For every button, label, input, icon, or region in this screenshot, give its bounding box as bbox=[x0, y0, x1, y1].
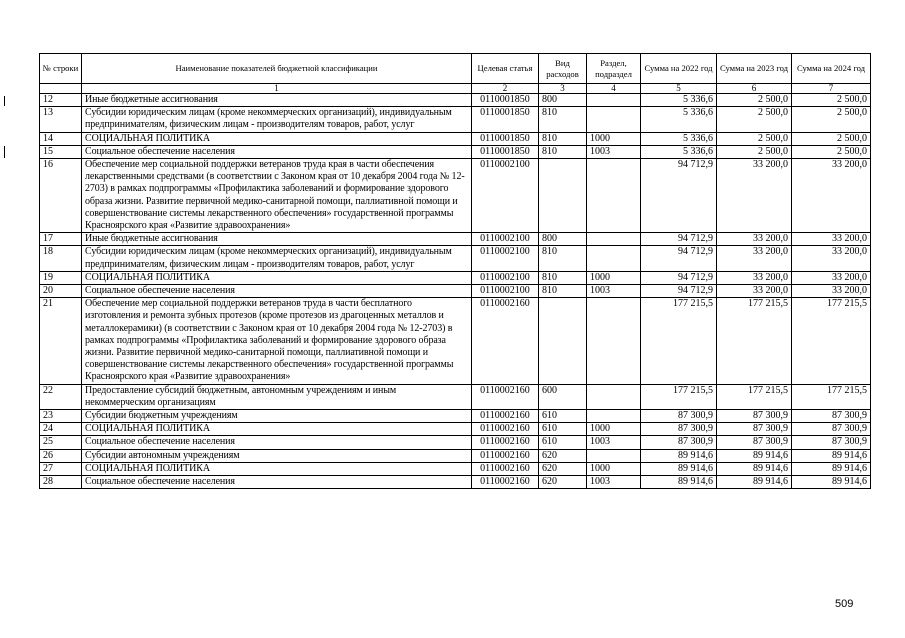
row-sum-2023: 89 914,6 bbox=[717, 449, 792, 462]
row-sum-2023: 177 215,5 bbox=[717, 298, 792, 384]
row-expense-type: 600 bbox=[539, 384, 587, 409]
row-number: 21 bbox=[40, 298, 82, 384]
column-numbers-row bbox=[40, 84, 871, 94]
row-number: 19 bbox=[40, 271, 82, 284]
row-sum-2022: 94 712,9 bbox=[641, 285, 717, 298]
row-sum-2024: 33 200,0 bbox=[792, 233, 871, 246]
table-row bbox=[40, 423, 871, 436]
margin-mark bbox=[4, 96, 5, 106]
header-vid: Вид расходов bbox=[539, 54, 587, 84]
row-expense-type: 810 bbox=[539, 132, 587, 145]
header-code: Целевая статья bbox=[472, 54, 539, 84]
row-expense-type: 800 bbox=[539, 94, 587, 107]
row-name: Обеспечение мер социальной поддержки ветеранов труда в части бесплатного изготовления и ремонта зубных протезов (кроме протезов из драгоценных металлов и металлокерамики) (в соответствии с Законом края от 10 декабря 2004 года № 12-2703) в рамках подпрограммы «Профилактика заболеваний и формирование здорового образа жизни. Развитие первичной медико-санитарной помощи, паллиативной помощи и совершенствование системы лекарственного обеспечения» государственной программы Красноярского края «Развитие здравоохранения» bbox=[82, 298, 472, 384]
row-sum-2023: 33 200,0 bbox=[717, 271, 792, 284]
row-sum-2023: 2 500,0 bbox=[717, 132, 792, 145]
row-section bbox=[587, 233, 641, 246]
table-row bbox=[40, 476, 871, 489]
row-sum-2023: 87 300,9 bbox=[717, 410, 792, 423]
table-row bbox=[40, 246, 871, 271]
row-number: 18 bbox=[40, 246, 82, 271]
row-sum-2024: 87 300,9 bbox=[792, 410, 871, 423]
table-row bbox=[40, 271, 871, 284]
row-sum-2023: 33 200,0 bbox=[717, 285, 792, 298]
column-number: 6 bbox=[717, 84, 792, 94]
row-number: 23 bbox=[40, 410, 82, 423]
table-row bbox=[40, 384, 871, 409]
row-section bbox=[587, 449, 641, 462]
row-number: 25 bbox=[40, 436, 82, 449]
header-sum-2022: Сумма на 2022 год bbox=[641, 54, 717, 84]
table-row bbox=[40, 107, 871, 132]
row-sum-2022: 89 914,6 bbox=[641, 462, 717, 475]
row-section: 1003 bbox=[587, 285, 641, 298]
row-sum-2024: 2 500,0 bbox=[792, 107, 871, 132]
row-number: 27 bbox=[40, 462, 82, 475]
row-number: 16 bbox=[40, 159, 82, 233]
row-sum-2023: 89 914,6 bbox=[717, 476, 792, 489]
row-sum-2022: 5 336,6 bbox=[641, 94, 717, 107]
row-name: Предоставление субсидий бюджетным, автономным учреждениям и иным некоммерческим организациям bbox=[82, 384, 472, 409]
header-razd: Раздел, подраздел bbox=[587, 54, 641, 84]
row-number: 12 bbox=[40, 94, 82, 107]
row-name: Иные бюджетные ассигнования bbox=[82, 94, 472, 107]
row-expense-type: 810 bbox=[539, 285, 587, 298]
row-number: 17 bbox=[40, 233, 82, 246]
column-number: 4 bbox=[587, 84, 641, 94]
row-section: 1000 bbox=[587, 423, 641, 436]
row-expense-type: 620 bbox=[539, 476, 587, 489]
row-sum-2024: 2 500,0 bbox=[792, 145, 871, 158]
row-name: СОЦИАЛЬНАЯ ПОЛИТИКА bbox=[82, 423, 472, 436]
row-sum-2024: 89 914,6 bbox=[792, 462, 871, 475]
row-name: Социальное обеспечение населения bbox=[82, 145, 472, 158]
row-sum-2024: 89 914,6 bbox=[792, 476, 871, 489]
row-sum-2022: 94 712,9 bbox=[641, 271, 717, 284]
row-sum-2022: 177 215,5 bbox=[641, 298, 717, 384]
row-section: 1003 bbox=[587, 145, 641, 158]
row-number: 28 bbox=[40, 476, 82, 489]
row-section: 1000 bbox=[587, 462, 641, 475]
row-target-article: 0110002160 bbox=[472, 476, 539, 489]
row-sum-2023: 87 300,9 bbox=[717, 423, 792, 436]
row-expense-type bbox=[539, 159, 587, 233]
row-number: 24 bbox=[40, 423, 82, 436]
table-row bbox=[40, 285, 871, 298]
row-name: Субсидии юридическим лицам (кроме некоммерческих организаций), индивидуальным предпринимателям, физическим лицам - производителям товаров, работ, услуг bbox=[82, 246, 472, 271]
row-expense-type: 800 bbox=[539, 233, 587, 246]
row-sum-2024: 177 215,5 bbox=[792, 384, 871, 409]
row-sum-2024: 33 200,0 bbox=[792, 285, 871, 298]
row-sum-2023: 2 500,0 bbox=[717, 145, 792, 158]
row-sum-2022: 5 336,6 bbox=[641, 107, 717, 132]
row-number: 14 bbox=[40, 132, 82, 145]
row-target-article: 0110001850 bbox=[472, 132, 539, 145]
column-number: 1 bbox=[82, 84, 472, 94]
row-target-article: 0110002100 bbox=[472, 246, 539, 271]
row-target-article: 0110002100 bbox=[472, 159, 539, 233]
row-name: Субсидии автономным учреждениям bbox=[82, 449, 472, 462]
row-sum-2024: 177 215,5 bbox=[792, 298, 871, 384]
margin-mark bbox=[4, 146, 5, 158]
row-name: Социальное обеспечение населения bbox=[82, 476, 472, 489]
column-number: 5 bbox=[641, 84, 717, 94]
column-number bbox=[40, 84, 82, 94]
row-expense-type: 810 bbox=[539, 145, 587, 158]
row-target-article: 0110002100 bbox=[472, 271, 539, 284]
row-section bbox=[587, 94, 641, 107]
table-row bbox=[40, 94, 871, 107]
row-sum-2022: 87 300,9 bbox=[641, 410, 717, 423]
row-sum-2023: 33 200,0 bbox=[717, 159, 792, 233]
row-section bbox=[587, 384, 641, 409]
row-number: 15 bbox=[40, 145, 82, 158]
row-target-article: 0110002100 bbox=[472, 233, 539, 246]
row-sum-2024: 2 500,0 bbox=[792, 94, 871, 107]
row-sum-2024: 33 200,0 bbox=[792, 246, 871, 271]
row-target-article: 0110002160 bbox=[472, 410, 539, 423]
row-sum-2024: 87 300,9 bbox=[792, 423, 871, 436]
row-number: 20 bbox=[40, 285, 82, 298]
row-section: 1000 bbox=[587, 132, 641, 145]
row-sum-2022: 5 336,6 bbox=[641, 145, 717, 158]
row-sum-2024: 87 300,9 bbox=[792, 436, 871, 449]
row-name: Иные бюджетные ассигнования bbox=[82, 233, 472, 246]
row-sum-2022: 94 712,9 bbox=[641, 233, 717, 246]
table-row bbox=[40, 449, 871, 462]
header-row bbox=[40, 54, 871, 84]
row-sum-2022: 89 914,6 bbox=[641, 449, 717, 462]
row-expense-type: 810 bbox=[539, 271, 587, 284]
table-row bbox=[40, 159, 871, 233]
row-section bbox=[587, 298, 641, 384]
row-section bbox=[587, 107, 641, 132]
table-body bbox=[40, 94, 871, 489]
row-section bbox=[587, 410, 641, 423]
row-sum-2024: 2 500,0 bbox=[792, 132, 871, 145]
row-sum-2023: 33 200,0 bbox=[717, 246, 792, 271]
row-target-article: 0110002160 bbox=[472, 423, 539, 436]
row-sum-2022: 87 300,9 bbox=[641, 436, 717, 449]
row-section bbox=[587, 246, 641, 271]
header-sum-2024: Сумма на 2024 год bbox=[792, 54, 871, 84]
row-sum-2022: 94 712,9 bbox=[641, 159, 717, 233]
header-name: Наименование показателей бюджетной классификации bbox=[82, 54, 472, 84]
row-number: 22 bbox=[40, 384, 82, 409]
row-name: Социальное обеспечение населения bbox=[82, 285, 472, 298]
row-expense-type: 610 bbox=[539, 410, 587, 423]
row-sum-2024: 33 200,0 bbox=[792, 159, 871, 233]
row-sum-2023: 89 914,6 bbox=[717, 462, 792, 475]
table-row bbox=[40, 410, 871, 423]
row-sum-2024: 33 200,0 bbox=[792, 271, 871, 284]
row-target-article: 0110001850 bbox=[472, 145, 539, 158]
column-number: 2 bbox=[472, 84, 539, 94]
row-expense-type: 620 bbox=[539, 449, 587, 462]
row-name: Субсидии бюджетным учреждениям bbox=[82, 410, 472, 423]
row-name: Обеспечение мер социальной поддержки ветеранов труда края в части обеспечения лекарственными средствами (в соответствии с Законом края от 10 декабря 2004 года № 12-2703) в рамках подпрограммы «Профилактика заболеваний и формирование здорового образа жизни. Развитие первичной медико-санитарной помощи, паллиативной помощи и совершенствование системы лекарственного обеспечения» государственной программы Красноярского края «Развитие здравоохранения» bbox=[82, 159, 472, 233]
row-sum-2023: 2 500,0 bbox=[717, 107, 792, 132]
row-sum-2023: 87 300,9 bbox=[717, 436, 792, 449]
page-number: 509 bbox=[835, 598, 854, 610]
row-section: 1003 bbox=[587, 476, 641, 489]
row-number: 26 bbox=[40, 449, 82, 462]
row-target-article: 0110002160 bbox=[472, 298, 539, 384]
table-row bbox=[40, 298, 871, 384]
row-sum-2023: 177 215,5 bbox=[717, 384, 792, 409]
row-expense-type: 810 bbox=[539, 107, 587, 132]
row-section: 1000 bbox=[587, 271, 641, 284]
row-expense-type: 610 bbox=[539, 423, 587, 436]
row-sum-2022: 5 336,6 bbox=[641, 132, 717, 145]
row-section bbox=[587, 159, 641, 233]
row-name: Субсидии юридическим лицам (кроме некоммерческих организаций), индивидуальным предпринимателям, физическим лицам - производителям товаров, работ, услуг bbox=[82, 107, 472, 132]
row-sum-2022: 87 300,9 bbox=[641, 423, 717, 436]
column-number: 3 bbox=[539, 84, 587, 94]
table-row bbox=[40, 233, 871, 246]
table-row bbox=[40, 462, 871, 475]
table-row bbox=[40, 132, 871, 145]
row-target-article: 0110002160 bbox=[472, 384, 539, 409]
budget-table bbox=[39, 53, 871, 489]
row-sum-2023: 2 500,0 bbox=[717, 94, 792, 107]
row-target-article: 0110002160 bbox=[472, 436, 539, 449]
row-section: 1003 bbox=[587, 436, 641, 449]
header-sum-2023: Сумма на 2023 год bbox=[717, 54, 792, 84]
row-name: СОЦИАЛЬНАЯ ПОЛИТИКА bbox=[82, 462, 472, 475]
row-target-article: 0110001850 bbox=[472, 94, 539, 107]
row-expense-type: 810 bbox=[539, 246, 587, 271]
row-expense-type: 620 bbox=[539, 462, 587, 475]
table-row bbox=[40, 145, 871, 158]
row-target-article: 0110002160 bbox=[472, 462, 539, 475]
row-target-article: 0110002100 bbox=[472, 285, 539, 298]
row-number: 13 bbox=[40, 107, 82, 132]
row-name: Социальное обеспечение населения bbox=[82, 436, 472, 449]
row-expense-type bbox=[539, 298, 587, 384]
row-sum-2022: 94 712,9 bbox=[641, 246, 717, 271]
table-row bbox=[40, 436, 871, 449]
row-sum-2024: 89 914,6 bbox=[792, 449, 871, 462]
row-sum-2022: 89 914,6 bbox=[641, 476, 717, 489]
column-number: 7 bbox=[792, 84, 871, 94]
header-num: № строки bbox=[40, 54, 82, 84]
row-name: СОЦИАЛЬНАЯ ПОЛИТИКА bbox=[82, 271, 472, 284]
row-sum-2022: 177 215,5 bbox=[641, 384, 717, 409]
row-target-article: 0110001850 bbox=[472, 107, 539, 132]
row-sum-2023: 33 200,0 bbox=[717, 233, 792, 246]
row-expense-type: 610 bbox=[539, 436, 587, 449]
row-name: СОЦИАЛЬНАЯ ПОЛИТИКА bbox=[82, 132, 472, 145]
row-target-article: 0110002160 bbox=[472, 449, 539, 462]
